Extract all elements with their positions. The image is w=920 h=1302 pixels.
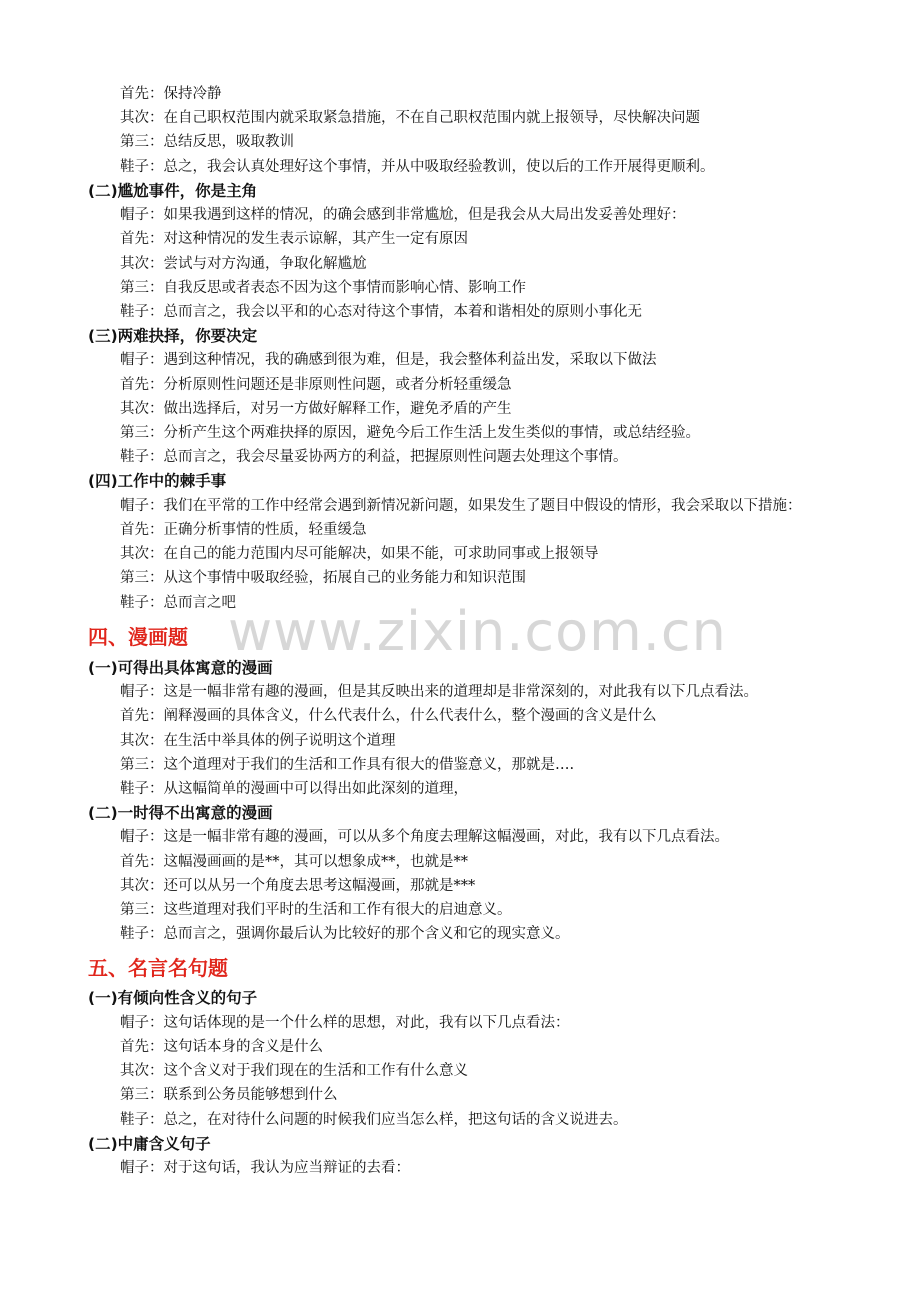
paragraph-line: 其次：在自己职权范围内就采取紧急措施，不在自己职权范围内就上报领导，尽快解决问题 <box>120 110 700 127</box>
chapter-heading: 五、名言名句题 <box>88 956 228 981</box>
paragraph-line: 帽子：这句话体现的是一个什么样的思想，对此，我有以下几点看法： <box>120 1014 570 1031</box>
paragraph-line: 其次：尝试与对方沟通，争取化解尴尬 <box>120 255 367 272</box>
watermark: www.zixin.com.cn <box>228 600 727 663</box>
paragraph-line: 其次：做出选择后，对另一方做好解释工作，避免矛盾的产生 <box>120 400 512 417</box>
paragraph-line: 首先：这句话本身的含义是什么 <box>120 1038 323 1055</box>
paragraph-line: 首先：对这种情况的发生表示谅解，其产生一定有原因 <box>120 231 468 248</box>
section-heading: (一)可得出具体寓意的漫画 <box>88 658 273 677</box>
paragraph-line: 第三：这个道理对于我们的生活和工作具有很大的借鉴意义，那就是…. <box>120 756 575 773</box>
paragraph-line: 第三：总结反思，吸取教训 <box>120 134 294 151</box>
section-heading: (一)有倾向性含义的句子 <box>88 989 258 1008</box>
paragraph-line: 首先：保持冷静 <box>120 86 222 102</box>
paragraph-line: 鞋子：总之，在对待什么问题的时候我们应当怎么样，把这句话的含义说进去。 <box>120 1111 628 1128</box>
chapter-heading: 四、漫画题 <box>88 624 188 649</box>
paragraph-line: 其次：还可以从另一个角度去思考这幅漫画，那就是*** <box>120 877 476 894</box>
paragraph-line: 其次：在生活中举具体的例子说明这个道理 <box>120 732 396 749</box>
paragraph-line: 第三：自我反思或者表态不因为这个事情而影响心情、影响工作 <box>120 279 526 296</box>
paragraph-line: 帽子：这是一幅非常有趣的漫画，但是其反映出来的道理却是非常深刻的，对此我有以下几点看法。 <box>120 684 758 701</box>
paragraph-line: 其次：这个含义对于我们现在的生活和工作有什么意义 <box>120 1063 468 1080</box>
paragraph-line: 鞋子：总之，我会认真处理好这个事情，并从中吸取经验教训，使以后的工作开展得更顺利。 <box>120 158 715 175</box>
section-heading: (二)中庸含义句子 <box>88 1134 211 1153</box>
paragraph-line: 首先：这幅漫画画的是**，其可以想象成**，也就是** <box>120 853 468 870</box>
paragraph-line: 首先：阐释漫画的具体含义，什么代表什么，什么代表什么，整个漫画的含义是什么 <box>120 708 657 725</box>
paragraph-line: 第三：从这个事情中吸取经验，拓展自己的业务能力和知识范围 <box>120 570 526 587</box>
paragraph-line: 首先：正确分析事情的性质，轻重缓急 <box>120 521 367 538</box>
section-heading: (三)两难抉择，你要决定 <box>88 327 258 346</box>
paragraph-line: 其次：在自己的能力范围内尽可能解决，如果不能，可求助同事或上报领导 <box>120 546 599 563</box>
section-heading: (二)尴尬事件，你是主角 <box>88 181 258 200</box>
paragraph-line: 第三：联系到公务员能够想到什么 <box>120 1087 338 1104</box>
section-heading: (四)工作中的棘手事 <box>88 472 227 491</box>
paragraph-line: 帽子：这是一幅非常有趣的漫画，可以从多个角度去理解这幅漫画，对此，我有以下几点看法。 <box>120 829 729 846</box>
section-heading: (二)一时得不出寓意的漫画 <box>88 804 273 823</box>
document-page <box>0 82 920 1180</box>
paragraph-line: 鞋子：总而言之吧 <box>120 594 236 611</box>
paragraph-line: 帽子：我们在平常的工作中经常会遇到新情况新问题，如果发生了题目中假设的情形，我会采取以下措施： <box>120 497 802 514</box>
paragraph-line: 鞋子：总而言之，强调你最后认为比较好的那个含义和它的现实意义。 <box>120 926 570 943</box>
paragraph-line: 鞋子：总而言之，我会尽量妥协两方的利益，把握原则性问题去处理这个事情。 <box>120 449 628 466</box>
paragraph-line: 鞋子：从这幅简单的漫画中可以得出如此深刻的道理， <box>120 780 468 797</box>
paragraph-line: 帽子：遇到这种情况，我的确感到很为难，但是，我会整体利益出发，采取以下做法 <box>120 352 657 369</box>
paragraph-line: 第三：这些道理对我们平时的生活和工作有很大的启迪意义。 <box>120 902 512 919</box>
paragraph-line: 鞋子：总而言之，我会以平和的心态对待这个事情，本着和谐相处的原则小事化无 <box>120 303 642 320</box>
paragraph-line: 帽子：如果我遇到这样的情况，的确会感到非常尴尬，但是我会从大局出发妥善处理好： <box>120 207 686 224</box>
paragraph-line: 帽子：对于这句话，我认为应当辩证的去看： <box>120 1160 410 1177</box>
paragraph-line: 第三：分析产生这个两难抉择的原因，避免今后工作生活上发生类似的事情，或总结经验。 <box>120 425 700 442</box>
paragraph-line: 首先：分析原则性问题还是非原则性问题，或者分析轻重缓急 <box>120 376 512 393</box>
